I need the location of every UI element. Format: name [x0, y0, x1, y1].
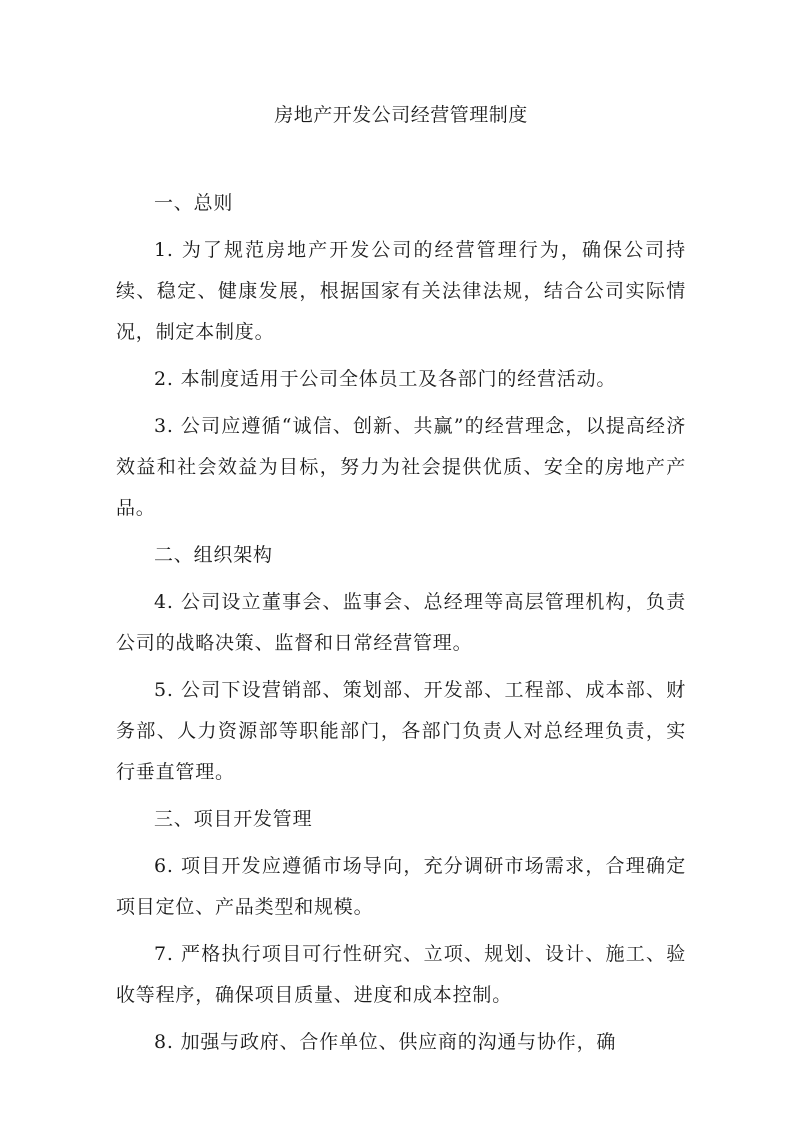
section-heading-organization: 二、组织架构 — [154, 544, 273, 566]
section-heading-general: 一、总则 — [154, 192, 234, 214]
document-title: 房地产开发公司经营管理制度 — [274, 104, 528, 126]
clause-8: 8. 加强与政府、合作单位、供应商的沟通与协作，确 — [154, 1031, 617, 1053]
clause-5: 5. 公司下设营销部、策划部、开发部、工程部、成本部、财务部、人力资源部等职能部门，各部门负责人对总经理负责，实行垂直管理。 — [116, 679, 686, 783]
clause-7: 7. 严格执行项目可行性研究、立项、规划、设计、施工、验收等程序，确保项目质量、进度和成本控制。 — [116, 943, 686, 1006]
document-body — [116, 183, 686, 1069]
clause-1: 1. 为了规范房地产开发公司的经营管理行为，确保公司持续、稳定、健康发展，根据国家有关法律法规，结合公司实际情况，制定本制度。 — [116, 239, 686, 343]
clause-6: 6. 项目开发应遵循市场导向，充分调研市场需求，合理确定项目定位、产品类型和规模。 — [116, 855, 686, 918]
section-heading-project-development: 三、项目开发管理 — [154, 808, 313, 830]
clause-2: 2. 本制度适用于公司全体员工及各部门的经营活动。 — [154, 368, 617, 390]
clause-3: 3. 公司应遵循“诚信、创新、共赢”的经营理念，以提高经济效益和社会效益为目标，努力为社会提供优质、安全的房地产产品。 — [116, 415, 686, 519]
clause-4: 4. 公司设立董事会、监事会、总经理等高层管理机构，负责公司的战略决策、监督和日常经营管理。 — [116, 591, 686, 654]
